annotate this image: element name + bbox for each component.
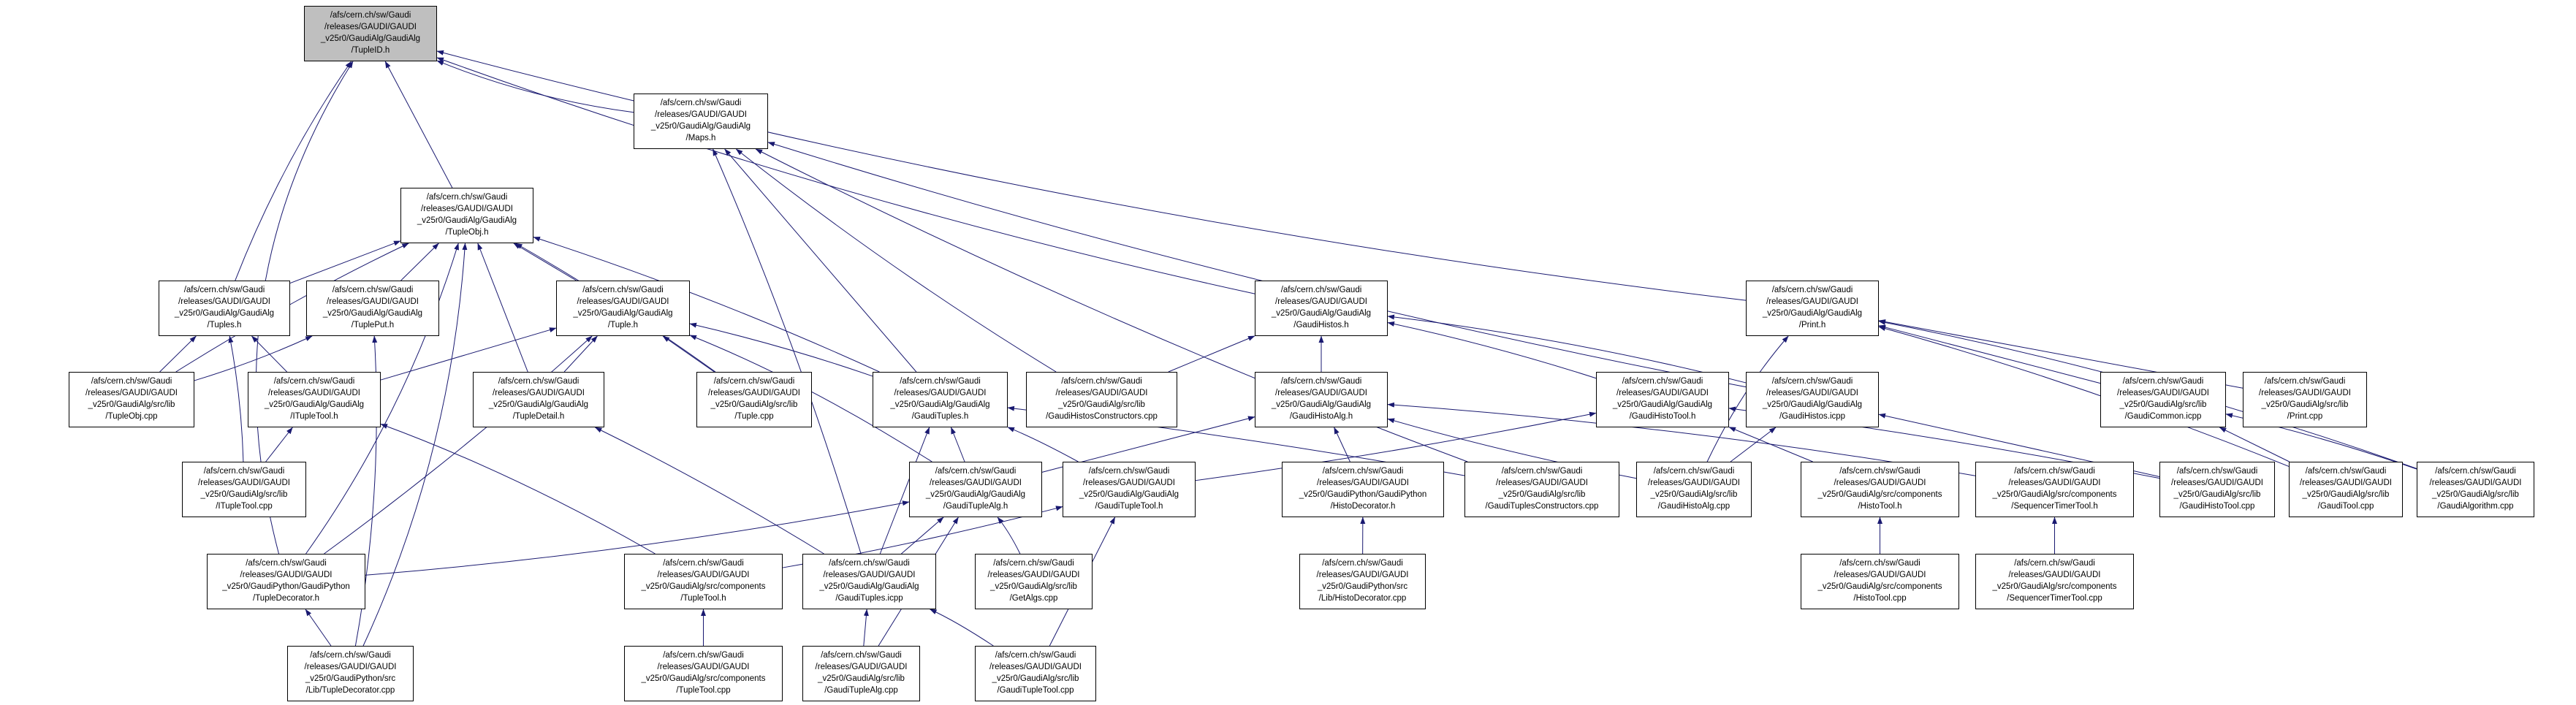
graph-node-tupledecorator_cpp[interactable] xyxy=(287,646,414,701)
node-path-line: /GaudiTupleTool.h xyxy=(1095,501,1163,511)
node-path-line: /GaudiCommon.icpp xyxy=(2124,411,2202,421)
node-path-line: _v25r0/GaudiAlg/src/lib xyxy=(1650,490,1738,499)
node-path-line: /releases/GAUDI/GAUDI xyxy=(1616,389,1709,398)
node-path-line: /afs/cern.ch/sw/Gaudi xyxy=(1280,377,1362,386)
node-path-line: _v25r0/GaudiAlg/GaudiAlg xyxy=(1271,309,1372,318)
node-path-line: /releases/GAUDI/GAUDI xyxy=(1766,297,1858,307)
node-path-line: /afs/cern.ch/sw/Gaudi xyxy=(1322,467,1404,476)
node-path-line: /afs/cern.ch/sw/Gaudi xyxy=(332,286,414,295)
node-path-line: /afs/cern.ch/sw/Gaudi xyxy=(1061,377,1142,386)
node-path-line: /releases/GAUDI/GAUDI xyxy=(2429,479,2522,488)
node-path-line: _v25r0/GaudiAlg/GaudiAlg xyxy=(417,216,517,225)
node-path-line: /afs/cern.ch/sw/Gaudi xyxy=(2014,467,2095,476)
node-path-line: /afs/cern.ch/sw/Gaudi xyxy=(2014,559,2095,568)
node-path-line: /Tuple.h xyxy=(607,320,639,329)
node-path-line: _v25r0/GaudiAlg/GaudiAlg xyxy=(1079,490,1179,499)
node-path-line: /afs/cern.ch/sw/Gaudi xyxy=(1088,467,1170,476)
graph-node-tupleobj_h[interactable] xyxy=(400,188,533,243)
graph-node-gaudituplesconstructors_cpp[interactable] xyxy=(1464,462,1619,517)
node-path-line: _v25r0/GaudiAlg/GaudiAlg xyxy=(650,122,751,131)
node-path-line: /releases/GAUDI/GAUDI xyxy=(2008,571,2101,580)
node-path-line: /afs/cern.ch/sw/Gaudi xyxy=(821,651,902,660)
node-path-line: /GaudiHistoTool.h xyxy=(1629,411,1696,421)
node-path-line: _v25r0/GaudiAlg/GaudiAlg xyxy=(264,400,365,409)
node-path-line: _v25r0/GaudiAlg/GaudiAlg xyxy=(890,400,990,409)
node-path-line: _v25r0/GaudiAlg/GaudiAlg xyxy=(1762,400,1863,409)
node-path-line: _v25r0/GaudiAlg/src/lib xyxy=(2302,490,2390,499)
node-path-line: _v25r0/GaudiAlg/src/lib xyxy=(200,490,288,499)
node-path-line: /TuplePut.h xyxy=(351,320,395,329)
graph-node-gaudihistoalg_cpp[interactable] xyxy=(1636,462,1752,517)
node-path-line: /GaudiHistoAlg.cpp xyxy=(1657,501,1730,511)
node-path-line: _v25r0/GaudiAlg/src/components xyxy=(1992,490,2117,499)
node-path-line: /ITupleTool.cpp xyxy=(216,501,273,511)
node-path-line: /releases/GAUDI/GAUDI xyxy=(1083,479,1175,488)
graph-node-tupledecorator_h[interactable] xyxy=(207,554,365,609)
node-path-line: /afs/cern.ch/sw/Gaudi xyxy=(2435,467,2516,476)
node-path-line: /afs/cern.ch/sw/Gaudi xyxy=(1322,559,1403,568)
node-path-line: /afs/cern.ch/sw/Gaudi xyxy=(273,377,355,386)
node-path-line: _v25r0/GaudiAlg/GaudiAlg xyxy=(320,34,421,43)
node-path-line: /afs/cern.ch/sw/Gaudi xyxy=(2122,377,2204,386)
node-path-line: /afs/cern.ch/sw/Gaudi xyxy=(1839,559,1920,568)
node-path-line: /TupleDecorator.h xyxy=(253,593,319,603)
graph-node-histotool_cpp[interactable] xyxy=(1801,554,1959,609)
node-path-line: /afs/cern.ch/sw/Gaudi xyxy=(660,99,742,108)
node-path-line: /releases/GAUDI/GAUDI xyxy=(1055,389,1148,398)
node-path-line: /GaudiTuples.h xyxy=(911,411,969,421)
node-path-line: /afs/cern.ch/sw/Gaudi xyxy=(993,559,1074,568)
node-path-line: /Print.h xyxy=(1798,320,1826,329)
graph-node-gaudihistos_h[interactable] xyxy=(1255,281,1388,336)
node-path-line: /releases/GAUDI/GAUDI xyxy=(240,571,333,580)
node-path-line: _v25r0/GaudiAlg/src/lib xyxy=(2432,490,2519,499)
node-path-line: _v25r0/GaudiAlg/src/lib xyxy=(88,400,175,409)
graph-node-tuples_h[interactable] xyxy=(159,281,290,336)
node-path-line: /releases/GAUDI/GAUDI xyxy=(2300,479,2392,488)
node-path-line: /SequencerTimerTool.cpp xyxy=(2007,593,2102,603)
graph-node-gaudituples_h[interactable] xyxy=(873,372,1008,427)
node-path-line: /GaudiAlgorithm.cpp xyxy=(2437,501,2514,511)
node-path-line: /GaudiHistosConstructors.cpp xyxy=(1046,411,1158,421)
graph-node-itupletool_h[interactable] xyxy=(248,372,381,427)
graph-node-tuple_cpp[interactable] xyxy=(696,372,812,427)
node-path-line: /afs/cern.ch/sw/Gaudi xyxy=(582,286,664,295)
graph-node-gaudituplealg_cpp[interactable] xyxy=(802,646,920,701)
node-path-line: _v25r0/GaudiAlg/GaudiAlg xyxy=(488,400,589,409)
node-path-line: /GetAlgs.cpp xyxy=(1009,593,1058,603)
node-path-line: _v25r0/GaudiAlg/src/lib xyxy=(992,674,1079,683)
node-path-line: _v25r0/GaudiPython/GaudiPython xyxy=(222,582,350,591)
node-path-line: _v25r0/GaudiAlg/src/lib xyxy=(1058,400,1145,409)
node-path-line: /afs/cern.ch/sw/Gaudi xyxy=(1501,467,1583,476)
node-path-line: _v25r0/GaudiAlg/src/components xyxy=(1817,490,1942,499)
node-path-line: /TupleID.h xyxy=(351,45,390,55)
node-path-line: /releases/GAUDI/GAUDI xyxy=(421,205,513,214)
node-path-line: /releases/GAUDI/GAUDI xyxy=(1834,571,1926,580)
node-path-line: /afs/cern.ch/sw/Gaudi xyxy=(2176,467,2258,476)
node-path-line: _v25r0/GaudiPython/GaudiPython xyxy=(1299,490,1427,499)
node-path-line: _v25r0/GaudiAlg/GaudiAlg xyxy=(322,309,423,318)
node-path-line: _v25r0/GaudiAlg/GaudiAlg xyxy=(573,309,673,318)
node-path-line: /releases/GAUDI/GAUDI xyxy=(930,479,1022,488)
node-path-line: /releases/GAUDI/GAUDI xyxy=(823,571,916,580)
node-path-line: /GaudiTuples.icpp xyxy=(835,593,903,603)
node-path-line: /TupleObj.h xyxy=(445,227,489,237)
node-path-line: _v25r0/GaudiAlg/GaudiAlg xyxy=(925,490,1026,499)
node-path-line: /releases/GAUDI/GAUDI xyxy=(815,663,908,672)
node-path-line: /Tuples.h xyxy=(207,320,242,329)
graph-node-tupletool_cpp[interactable] xyxy=(624,646,783,701)
node-path-line: /afs/cern.ch/sw/Gaudi xyxy=(900,377,981,386)
node-path-line: /afs/cern.ch/sw/Gaudi xyxy=(1771,286,1853,295)
node-path-line: /SequencerTimerTool.h xyxy=(2011,501,2098,511)
graph-node-tupleid_h[interactable] xyxy=(304,6,437,61)
graph-node-gaudituplealg_h[interactable] xyxy=(909,462,1042,517)
node-path-line: /GaudiTuplesConstructors.cpp xyxy=(1485,501,1599,511)
node-path-line: /ITupleTool.h xyxy=(290,411,338,421)
node-path-line: /afs/cern.ch/sw/Gaudi xyxy=(829,559,910,568)
node-path-line: /releases/GAUDI/GAUDI xyxy=(1766,389,1858,398)
node-path-line: /Lib/HistoDecorator.cpp xyxy=(1318,593,1407,603)
node-path-line: _v25r0/GaudiAlg/src/components xyxy=(641,582,766,591)
node-path-line: _v25r0/GaudiPython/src xyxy=(1317,582,1408,591)
node-path-line: /afs/cern.ch/sw/Gaudi xyxy=(1653,467,1735,476)
graph-node-sequencertimertool_h[interactable] xyxy=(1975,462,2134,517)
node-path-line: _v25r0/GaudiAlg/GaudiAlg xyxy=(819,582,919,591)
graph-node-print_h[interactable] xyxy=(1746,281,1879,336)
node-path-line: /GaudiTupleTool.cpp xyxy=(997,685,1074,695)
graph-node-gaudicommon_icpp[interactable] xyxy=(2100,372,2226,427)
node-path-line: /releases/GAUDI/GAUDI xyxy=(657,571,750,580)
node-path-line: _v25r0/GaudiAlg/src/lib xyxy=(990,582,1077,591)
graph-node-itupletool_cpp[interactable] xyxy=(182,462,306,517)
node-path-line: /afs/cern.ch/sw/Gaudi xyxy=(995,651,1076,660)
node-path-line: /releases/GAUDI/GAUDI xyxy=(2171,479,2263,488)
node-path-line: /releases/GAUDI/GAUDI xyxy=(198,479,290,488)
graph-node-gauditupletool_h[interactable] xyxy=(1063,462,1196,517)
graph-node-print_cpp[interactable] xyxy=(2243,372,2367,427)
node-path-line: /afs/cern.ch/sw/Gaudi xyxy=(183,286,265,295)
node-path-line: /afs/cern.ch/sw/Gaudi xyxy=(1280,286,1362,295)
node-path-line: _v25r0/GaudiAlg/src/components xyxy=(1817,582,1942,591)
graph-node-tupleput_h[interactable] xyxy=(306,281,439,336)
node-path-line: _v25r0/GaudiAlg/src/components xyxy=(1992,582,2117,591)
node-path-line: _v25r0/GaudiAlg/GaudiAlg xyxy=(1612,400,1713,409)
node-path-line: /GaudiTool.cpp xyxy=(2317,501,2374,511)
graph-node-gaudihistosconstructors_cpp[interactable] xyxy=(1026,372,1177,427)
node-path-line: /HistoTool.cpp xyxy=(1853,593,1907,603)
node-path-line: /afs/cern.ch/sw/Gaudi xyxy=(663,651,744,660)
graph-node-gaudialgorithm_cpp[interactable] xyxy=(2417,462,2534,517)
node-path-line: /releases/GAUDI/GAUDI xyxy=(304,663,397,672)
node-path-line: /Lib/TupleDecorator.cpp xyxy=(305,685,395,695)
graph-node-gaudihistos_icpp[interactable] xyxy=(1746,372,1879,427)
graph-node-histodecorator_h[interactable] xyxy=(1282,462,1444,517)
node-path-line: /releases/GAUDI/GAUDI xyxy=(1648,479,1740,488)
node-path-line: /releases/GAUDI/GAUDI xyxy=(86,389,178,398)
node-path-line: _v25r0/GaudiAlg/src/lib xyxy=(2119,400,2207,409)
node-path-line: /TupleTool.h xyxy=(680,593,726,603)
graph-node-tupleobj_cpp[interactable] xyxy=(69,372,194,427)
node-path-line: /releases/GAUDI/GAUDI xyxy=(1496,479,1588,488)
node-path-line: /afs/cern.ch/sw/Gaudi xyxy=(2305,467,2387,476)
node-path-line: /releases/GAUDI/GAUDI xyxy=(493,389,585,398)
node-path-line: /releases/GAUDI/GAUDI xyxy=(1275,297,1367,307)
node-path-line: /releases/GAUDI/GAUDI xyxy=(178,297,270,307)
node-path-line: /afs/cern.ch/sw/Gaudi xyxy=(2264,377,2346,386)
node-path-line: /HistoTool.h xyxy=(1858,501,1902,511)
node-path-line: /GaudiHistos.icpp xyxy=(1779,411,1846,421)
node-path-line: /afs/cern.ch/sw/Gaudi xyxy=(663,559,744,568)
graph-node-histotool_h[interactable] xyxy=(1801,462,1959,517)
node-path-line: /releases/GAUDI/GAUDI xyxy=(657,663,750,672)
graph-node-getalgs_cpp[interactable] xyxy=(975,554,1093,609)
node-path-line: /releases/GAUDI/GAUDI xyxy=(2259,389,2351,398)
node-path-line: /releases/GAUDI/GAUDI xyxy=(1316,571,1409,580)
graph-node-gaudihistotool_h[interactable] xyxy=(1596,372,1729,427)
graph-node-sequencertimertool_cpp[interactable] xyxy=(1975,554,2134,609)
node-path-line: /HistoDecorator.h xyxy=(1330,501,1396,511)
node-path-line: /Maps.h xyxy=(685,133,716,142)
node-path-line: /afs/cern.ch/sw/Gaudi xyxy=(91,377,172,386)
node-path-line: /GaudiTupleAlg.cpp xyxy=(824,685,898,695)
node-path-line: /releases/GAUDI/GAUDI xyxy=(655,110,747,120)
node-path-line: _v25r0/GaudiAlg/src/lib xyxy=(2261,400,2349,409)
graph-node-gaudituples_icpp[interactable] xyxy=(802,554,936,609)
node-path-line: /releases/GAUDI/GAUDI xyxy=(987,571,1080,580)
node-path-line: /Print.cpp xyxy=(2287,411,2323,421)
node-path-line: /releases/GAUDI/GAUDI xyxy=(989,663,1082,672)
node-path-line: /GaudiHistos.h xyxy=(1293,320,1349,329)
graph-node-gauditupletool_cpp[interactable] xyxy=(975,646,1096,701)
node-path-line: /releases/GAUDI/GAUDI xyxy=(1834,479,1926,488)
node-path-line: _v25r0/GaudiAlg/src/lib xyxy=(1498,490,1586,499)
node-path-line: /afs/cern.ch/sw/Gaudi xyxy=(935,467,1017,476)
node-path-line: _v25r0/GaudiAlg/src/lib xyxy=(818,674,905,683)
node-path-line: _v25r0/GaudiAlg/GaudiAlg xyxy=(174,309,275,318)
node-path-line: _v25r0/GaudiAlg/GaudiAlg xyxy=(1271,400,1372,409)
graph-node-maps_h[interactable] xyxy=(634,94,768,149)
node-path-line: /releases/GAUDI/GAUDI xyxy=(1317,479,1409,488)
node-path-line: /afs/cern.ch/sw/Gaudi xyxy=(713,377,795,386)
node-path-line: _v25r0/GaudiAlg/src/lib xyxy=(2173,490,2261,499)
node-path-line: /afs/cern.ch/sw/Gaudi xyxy=(1622,377,1703,386)
node-path-line: /releases/GAUDI/GAUDI xyxy=(268,389,360,398)
node-path-line: /releases/GAUDI/GAUDI xyxy=(708,389,800,398)
node-path-line: /Tuple.cpp xyxy=(734,411,774,421)
node-path-line: _v25r0/GaudiAlg/GaudiAlg xyxy=(1762,309,1863,318)
node-path-line: /afs/cern.ch/sw/Gaudi xyxy=(330,11,411,20)
node-path-line: /GaudiHistoTool.cpp xyxy=(2179,501,2255,511)
node-path-line: _v25r0/GaudiAlg/src/lib xyxy=(710,400,798,409)
node-path-line: /GaudiTupleAlg.h xyxy=(943,501,1008,511)
node-path-line: /GaudiHistoAlg.h xyxy=(1289,411,1353,421)
graph-node-gauditool_cpp[interactable] xyxy=(2289,462,2403,517)
node-path-line: /TupleTool.cpp xyxy=(676,685,731,695)
node-path-line: /releases/GAUDI/GAUDI xyxy=(1275,389,1367,398)
node-path-line: /TupleDetail.h xyxy=(512,411,565,421)
graph-node-gaudihistotool_cpp[interactable] xyxy=(2159,462,2275,517)
node-path-line: /afs/cern.ch/sw/Gaudi xyxy=(246,559,327,568)
graph-node-tupledetail_h[interactable] xyxy=(473,372,604,427)
node-path-line: /afs/cern.ch/sw/Gaudi xyxy=(1839,467,1920,476)
node-path-line: _v25r0/GaudiAlg/src/components xyxy=(641,674,766,683)
node-path-line: /afs/cern.ch/sw/Gaudi xyxy=(203,467,285,476)
node-path-line: /TupleObj.cpp xyxy=(105,411,158,421)
node-path-line: /releases/GAUDI/GAUDI xyxy=(2117,389,2209,398)
node-path-line: _v25r0/GaudiPython/src xyxy=(305,674,396,683)
node-path-line: /afs/cern.ch/sw/Gaudi xyxy=(426,193,508,202)
graph-node-tuple_h[interactable] xyxy=(556,281,690,336)
graph-node-gaudihistoalg_h[interactable] xyxy=(1255,372,1388,427)
node-path-line: /releases/GAUDI/GAUDI xyxy=(577,297,669,307)
node-path-line: /releases/GAUDI/GAUDI xyxy=(327,297,419,307)
node-path-line: /afs/cern.ch/sw/Gaudi xyxy=(498,377,580,386)
node-path-line: /releases/GAUDI/GAUDI xyxy=(894,389,987,398)
graph-node-histodecorator_cpp[interactable] xyxy=(1299,554,1426,609)
node-path-line: /afs/cern.ch/sw/Gaudi xyxy=(310,651,391,660)
node-path-line: /releases/GAUDI/GAUDI xyxy=(324,23,417,32)
node-path-line: /afs/cern.ch/sw/Gaudi xyxy=(1771,377,1853,386)
graph-node-tupletool_h_comp[interactable] xyxy=(624,554,783,609)
node-path-line: /releases/GAUDI/GAUDI xyxy=(2008,479,2101,488)
